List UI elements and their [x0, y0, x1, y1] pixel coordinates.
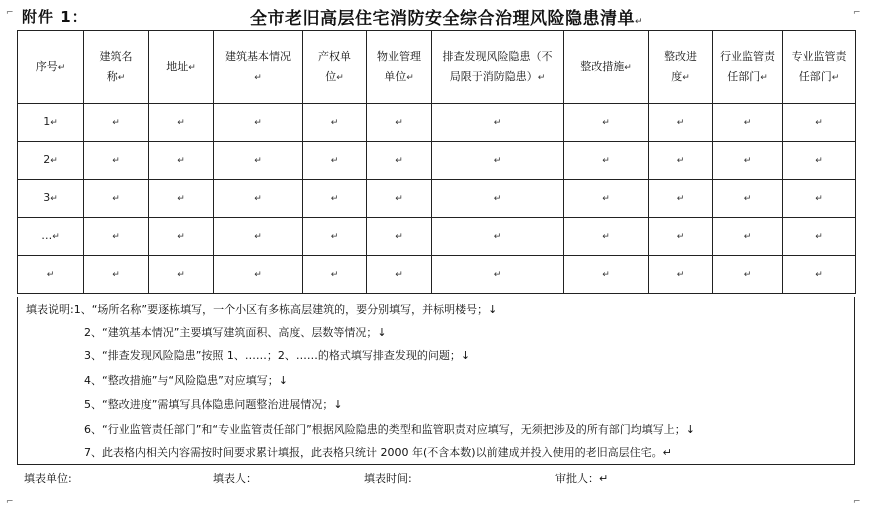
- header-cell: 产权单位↵: [303, 31, 367, 104]
- table-cell: ↵: [367, 256, 432, 294]
- instruction-item: 2、“建筑基本情况”主要填写建筑面积、高度、层数等情况；↓: [84, 326, 387, 339]
- row-number-cell: 1↵: [18, 104, 84, 142]
- table-cell: ↵: [564, 142, 649, 180]
- table-cell: ↵: [303, 142, 367, 180]
- table-cell: ↵: [432, 218, 564, 256]
- title-text: 全市老旧高层住宅消防安全综合治理风险隐患清单: [250, 9, 635, 29]
- instruction-item: 6、“行业监管责任部门”和“专业监管责任部门”根据风险隐患的类型和监管职责对应填写，无须把涉及的所有部门均填写上；↓: [84, 423, 696, 436]
- table-cell: ↵: [713, 104, 783, 142]
- table-row: [18, 104, 856, 142]
- table-cell: ↵: [303, 104, 367, 142]
- table-cell: ↵: [649, 180, 713, 218]
- instruction-item: 5、“整改进度”需填写具体隐患问题整治进展情况；↓: [84, 398, 343, 411]
- attachment-label: 附件 1：: [22, 8, 88, 26]
- table-cell: ↵: [713, 180, 783, 218]
- table-cell: ↵: [783, 218, 856, 256]
- table-cell: ↵: [149, 256, 214, 294]
- table-cell: ↵: [214, 256, 303, 294]
- table-cell: ↵: [564, 104, 649, 142]
- instruction-item: 4、“整改措施”与“风险隐患”对应填写；↓: [84, 374, 289, 387]
- table-cell: ↵: [149, 180, 214, 218]
- table-cell: ↵: [367, 142, 432, 180]
- table-row: [18, 142, 856, 180]
- header-cell: 整改进度↵: [649, 31, 713, 104]
- table-cell: ↵: [367, 104, 432, 142]
- table-cell: ↵: [432, 104, 564, 142]
- row-number-cell: …↵: [18, 218, 84, 256]
- table-cell: ↵: [214, 104, 303, 142]
- table-cell: ↵: [564, 180, 649, 218]
- table-cell: ↵: [303, 256, 367, 294]
- title-paragraph-mark: ↵: [635, 17, 644, 27]
- table-cell: ↵: [432, 142, 564, 180]
- table-cell: ↵: [564, 256, 649, 294]
- table-cell: ↵: [432, 256, 564, 294]
- table-cell: ↵: [713, 218, 783, 256]
- table-cell: ↵: [649, 218, 713, 256]
- table-cell: ↵: [783, 142, 856, 180]
- table-cell: ↵: [303, 218, 367, 256]
- header-cell: 序号↵: [18, 31, 84, 104]
- table-row: [18, 218, 856, 256]
- instruction-item: 3、“排查发现风险隐患”按照 1、……；2、……的格式填写排查发现的问题；↓: [84, 349, 471, 362]
- table-cell: ↵: [84, 256, 149, 294]
- table-cell: ↵: [564, 218, 649, 256]
- instruction-item: 7、此表格内相关内容需按时间要求累计填报，此表格只统计 2000 年(不含本数)以前建成并投入使用的老旧高层住宅。↵: [84, 446, 672, 459]
- header-cell: 行业监管责任部门↵: [713, 31, 783, 104]
- table-cell: ↵: [84, 180, 149, 218]
- table-cell: ↵: [303, 180, 367, 218]
- table-cell: ↵: [783, 104, 856, 142]
- header-cell: 建筑名称↵: [84, 31, 149, 104]
- footer-unit-label: 填表单位:: [24, 472, 72, 485]
- table-cell: ↵: [649, 256, 713, 294]
- table-cell: ↵: [367, 218, 432, 256]
- page-title: [250, 4, 643, 29]
- table-cell: ↵: [713, 142, 783, 180]
- table-cell: ↵: [214, 180, 303, 218]
- table-row: [18, 180, 856, 218]
- table-cell: ↵: [783, 256, 856, 294]
- row-number-cell: ↵: [18, 256, 84, 294]
- row-number-cell: 3↵: [18, 180, 84, 218]
- table-cell: ↵: [649, 142, 713, 180]
- corner-mark-bottom-right: ⌐: [853, 497, 861, 507]
- footer-time-label: 填表时间:: [364, 472, 412, 485]
- header-cell: 排查发现风险隐患（不局限于消防隐患）↵: [432, 31, 564, 104]
- table-cell: ↵: [149, 142, 214, 180]
- header-cell: 地址↵: [149, 31, 214, 104]
- table-cell: ↵: [649, 104, 713, 142]
- table-cell: ↵: [713, 256, 783, 294]
- table-cell: ↵: [84, 142, 149, 180]
- corner-mark-top-right: ⌐: [853, 8, 861, 18]
- instructions-box: [17, 297, 855, 465]
- row-number-cell: 2↵: [18, 142, 84, 180]
- table-cell: ↵: [432, 180, 564, 218]
- header-cell: 建筑基本情况↵: [214, 31, 303, 104]
- table-cell: ↵: [84, 104, 149, 142]
- table-cell: ↵: [149, 218, 214, 256]
- table-row: [18, 256, 856, 294]
- footer-approver-label: 审批人：↵: [555, 472, 609, 485]
- table-cell: ↵: [149, 104, 214, 142]
- table-cell: ↵: [214, 218, 303, 256]
- header-cell: 物业管理单位↵: [367, 31, 432, 104]
- header-cell: 整改措施↵: [564, 31, 649, 104]
- corner-mark-bottom-left: ⌐: [6, 497, 14, 507]
- header-cell: 专业监管责任部门↵: [783, 31, 856, 104]
- corner-mark-top-left: ⌐: [6, 8, 14, 18]
- table-cell: ↵: [84, 218, 149, 256]
- hazard-list-table: [17, 30, 856, 294]
- footer-filler-label: 填表人：: [213, 472, 257, 485]
- table-cell: ↵: [367, 180, 432, 218]
- table-cell: ↵: [214, 142, 303, 180]
- header-row: [18, 31, 856, 104]
- instruction-item: 填表说明:1、“场所名称”要逐栋填写，一个小区有多栋高层建筑的，要分别填写，并标明楼号；↓: [26, 303, 498, 316]
- table-cell: ↵: [783, 180, 856, 218]
